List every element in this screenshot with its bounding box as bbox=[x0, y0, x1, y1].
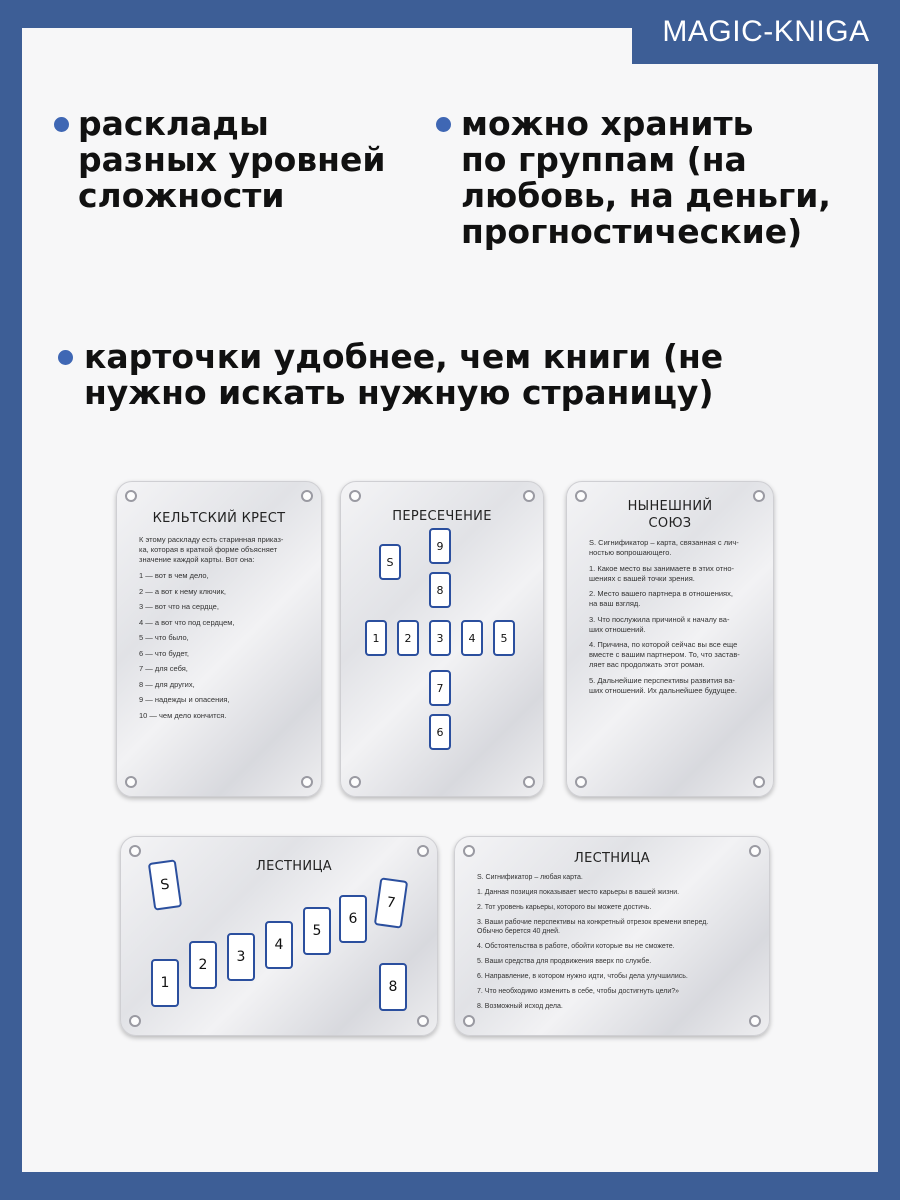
position-8: 8 bbox=[429, 572, 451, 608]
position-1: 1 bbox=[151, 959, 179, 1007]
card-title bbox=[567, 498, 773, 532]
list-item: 2. Место вашего партнера в отношениях, на ваш взгляд. bbox=[589, 589, 733, 608]
position-7: 7 bbox=[374, 877, 408, 928]
bullet-line: расклады bbox=[78, 104, 269, 143]
card-hole bbox=[349, 490, 361, 502]
list-item: 6. Направление, в котором нужно идти, чтобы дела улучшились. bbox=[477, 973, 688, 980]
card-title: ПЕРЕСЕЧЕНИЕ bbox=[392, 509, 492, 524]
list-item: 4. Причина, по которой сейчас вы все еще вместе с вашим партнером. То, что застав- ляет вас продолжать этот роман. bbox=[589, 640, 740, 669]
card-hole bbox=[349, 776, 361, 788]
list-item: 8. Возможный исход дела. bbox=[477, 1003, 563, 1010]
card-hole bbox=[417, 845, 429, 857]
card-hole bbox=[301, 776, 313, 788]
card-ladder-text bbox=[454, 836, 770, 1036]
list-item: 5. Ваши средства для продвижения вверх по службе. bbox=[477, 958, 652, 965]
bullet-line: сложности bbox=[78, 176, 285, 215]
position-4: 4 bbox=[461, 620, 483, 656]
card-ladder-layout bbox=[120, 836, 438, 1036]
list-item: 2. Тот уровень карьеры, которого вы можете достичь. bbox=[477, 904, 652, 911]
list-item: 1 — вот в чем дело, bbox=[139, 571, 209, 580]
bullet-dot bbox=[58, 350, 73, 365]
title-line: СОЮЗ bbox=[648, 516, 692, 531]
bullet-groups bbox=[461, 106, 831, 250]
card-hole bbox=[575, 776, 587, 788]
list-item: 1. Какое место вы занимаете в этих отно- шениях с вашей точки зрения. bbox=[589, 563, 735, 583]
position-6: 6 bbox=[339, 895, 367, 943]
list-item: 9 — надежды и опасения, bbox=[139, 695, 230, 704]
position-1: 1 bbox=[365, 620, 387, 656]
bullet-line: по группам (на bbox=[461, 140, 747, 179]
position-9: 9 bbox=[429, 528, 451, 564]
card-hole bbox=[463, 1015, 475, 1027]
position-7: 7 bbox=[429, 670, 451, 706]
list-item: S. Сигнификатор – любая карта. bbox=[477, 874, 583, 881]
position-3: 3 bbox=[227, 933, 255, 981]
card-text bbox=[139, 535, 309, 726]
position-2: 2 bbox=[189, 941, 217, 989]
bullet-line: любовь, на деньги, bbox=[461, 176, 831, 215]
list-item: 10 — чем дело кончится. bbox=[139, 710, 227, 720]
bullet-line: карточки удобнее, чем книги (не bbox=[84, 337, 724, 376]
list-item: 5 — что было, bbox=[139, 633, 189, 642]
list-item: 5. Дальнейшие перспективы развития ва- ших отношений. Их дальнейшее будущее. bbox=[589, 675, 737, 695]
card-title: КЕЛЬТСКИЙ КРЕСТ bbox=[152, 511, 286, 526]
list-item: 7. Что необходимо изменить в себе, чтобы достигнуть цели?» bbox=[477, 988, 680, 995]
position-3: 3 bbox=[429, 620, 451, 656]
bullet-dot bbox=[54, 117, 69, 132]
card-hole bbox=[129, 845, 141, 857]
card-title: ЛЕСТНИЦА bbox=[256, 859, 332, 874]
card-hole bbox=[125, 776, 137, 788]
card-hole bbox=[753, 776, 765, 788]
intro-line: значение каждой карты. Вот она: bbox=[139, 555, 255, 564]
list-item: 4. Обстоятельства в работе, обойти которые вы не сможете. bbox=[477, 943, 675, 950]
brand-label: MAGIC-KNIGA bbox=[632, 0, 900, 64]
list-item: 7 — для себя, bbox=[139, 664, 188, 673]
list-item: 3. Ваши рабочие перспективы на конкретный отрезок времени вперед. Обычно берется 40 дней. bbox=[477, 919, 709, 935]
title-line: НЫНЕШНИЙ bbox=[627, 499, 713, 514]
position-5: 5 bbox=[493, 620, 515, 656]
bullet-levels bbox=[78, 106, 385, 214]
bullet-line: можно хранить bbox=[461, 104, 754, 143]
list-item: S. Сигнификатор – карта, связанная с лич- ностью вопрошающего. bbox=[589, 538, 739, 557]
card-hole bbox=[523, 776, 535, 788]
position-6: 6 bbox=[429, 714, 451, 750]
list-item: 3. Что послужила причиной к началу ва- ших отношений. bbox=[589, 614, 730, 634]
card-text bbox=[589, 538, 765, 701]
list-item: 6 — что будет, bbox=[139, 648, 189, 658]
position-8: 8 bbox=[379, 963, 407, 1011]
intro-line: ка, которая в краткой форме объясняет bbox=[139, 545, 278, 554]
list-item: 8 — для других, bbox=[139, 679, 195, 689]
card-celtic-cross bbox=[116, 481, 322, 797]
position-4: 4 bbox=[265, 921, 293, 969]
list-item: 3 — вот что на сердце, bbox=[139, 602, 219, 611]
bullet-convenience bbox=[84, 339, 723, 411]
position-s: S bbox=[148, 859, 182, 910]
card-title: ЛЕСТНИЦА bbox=[574, 851, 650, 866]
card-hole bbox=[523, 490, 535, 502]
card-hole bbox=[417, 1015, 429, 1027]
list-item: 1. Данная позиция показывает место карьеры в вашей жизни. bbox=[477, 889, 680, 896]
bullet-line: разных уровней bbox=[78, 140, 386, 179]
bullet-line: нужно искать нужную страницу) bbox=[84, 373, 714, 412]
position-2: 2 bbox=[397, 620, 419, 656]
card-current-union bbox=[566, 481, 774, 797]
card-hole bbox=[129, 1015, 141, 1027]
bullet-line: прогностические) bbox=[461, 212, 803, 251]
intro-line: К этому раскладу есть старинная приказ- bbox=[139, 535, 284, 544]
position-s: S bbox=[379, 544, 401, 580]
card-cross bbox=[340, 481, 544, 797]
card-text bbox=[477, 873, 761, 1017]
position-5: 5 bbox=[303, 907, 331, 955]
list-item: 4 — а вот что под сердцем, bbox=[139, 617, 235, 627]
list-item: 2 — а вот к нему ключик, bbox=[139, 586, 226, 596]
bullet-dot bbox=[436, 117, 451, 132]
card-hole bbox=[301, 490, 313, 502]
card-hole bbox=[125, 490, 137, 502]
